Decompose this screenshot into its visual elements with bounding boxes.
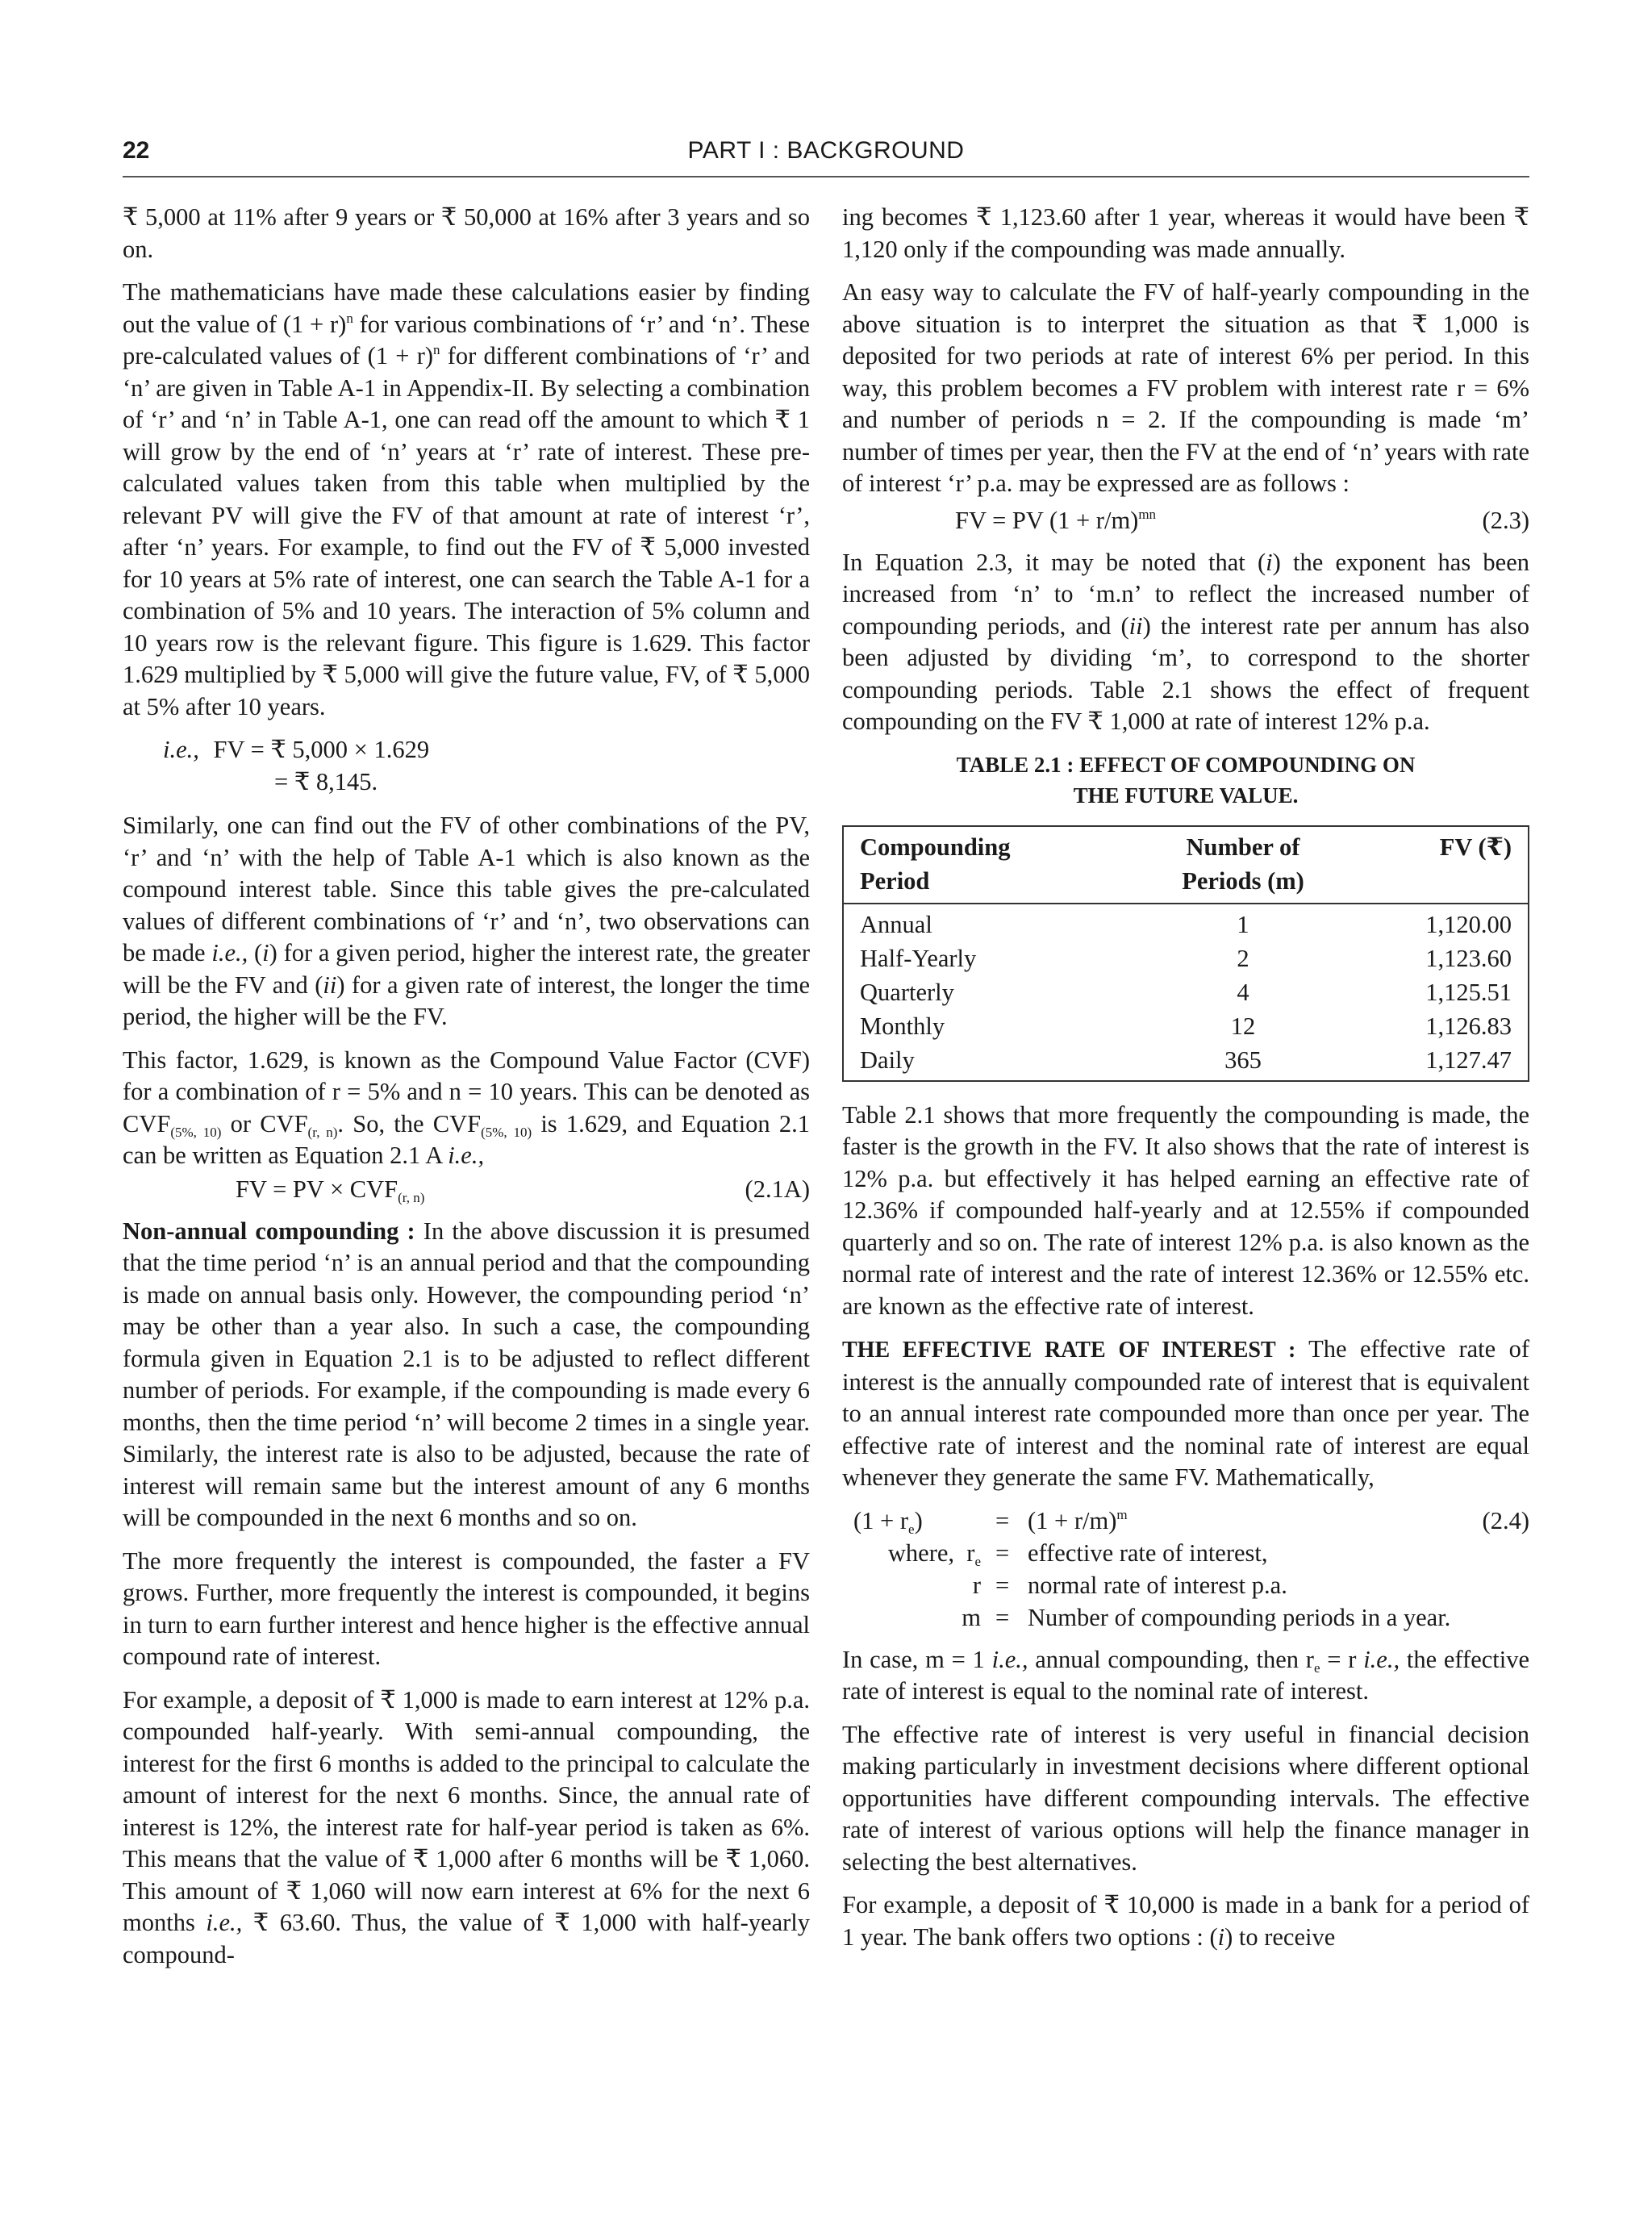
paragraph: Non-annual compounding : In the above discussion it is presumed that the time period ‘n’ is an annual period and that the compounding is made on annual basis only. However, the compounding period ‘n’ may be other than a year also. In such a case, the compounding formula given in Equation 2.1 is to be adjusted to reflect different number of periods. For example, if the compounding is made every 6 months, then the time period ‘n’ will become 2 times in a single year. Similarly, the interest rate is also to be adjusted, because the rate of interest will remain same but the interest amount of any 6 months will be compounded in the next 6 months and so on. xyxy=(123,1217,810,1531)
paragraph: The mathematicians have made these calculations easier by finding out the value of $(1 + r)^n$ for various combinations of ‘r’ and ‘n’. These pre-calculated values of $(1 + r)^n$ for different combinations of ‘r’ and ‘n’ are given in Table A-1 in Appendix-II. By selecting a combination of ‘r’ and ‘n’ in Table A-1, one can read off the amount to which ₹ 1 will grow by the end of ‘n’ years at ‘r’ rate of interest. These pre-calculated values taken from this table when multiplied by the relevant PV will give the FV of that amount at rate of interest ‘r’, after ‘n’ years. For example, to find out the FV of ₹ 5,000 invested for 10 years at 5% rate of interest, one can search the Table A-1 for a combination of 5% and 10 years. The interaction of 5% column and 10 years row is the relevant figure. This figure is 1.629. This factor 1.629 multiplied by ₹ 5,000 will give the future value, FV, of ₹ 5,000 at 5% after 10 years. xyxy=(123,278,810,720)
column-header: Number of Periods (m) xyxy=(1134,826,1352,904)
right-column xyxy=(842,202,1529,1964)
page-number: 22 xyxy=(123,137,150,164)
table-title: TABLE 2.1 : EFFECT OF COMPOUNDING ON THE FUTURE VALUE. xyxy=(956,752,1416,808)
paragraph: This factor, 1.629, is known as the Compound Value Factor (CVF) for a combination of r = 5% and n = 10 years. This can be denoted as $CVF_{(5\%, 10)}$ or $CVF_{(r, n)}$. So, the $CVF_{(5\%, 10)}$ is 1.629, and Equation 2.1 can be written as Equation 2.1 A i.e., xyxy=(123,1046,810,1169)
compounding-table xyxy=(842,825,1529,1082)
table-row: Annual 1 1,120.00 xyxy=(860,910,1512,938)
equation-2-4: $(1 + r_e)$ = $(1 + r/m)^m$ (2.4) where, $r_e$ = effective rate of interest, r = normal rate of interest p.a. m = Number of compounding periods in a year. xyxy=(853,1506,1529,1631)
paragraph: For example, a deposit of ₹ 10,000 is made in a bank for a period of 1 year. The bank offers two options : (i) to receive xyxy=(842,1891,1529,1951)
paragraph: An easy way to calculate the FV of half-yearly compounding in the above situation is to interpret the situation as that ₹ 1,000 is deposited for two periods at rate of interest 6% per period. In this way, this problem becomes a FV problem with interest rate r = 6% and number of periods n = 2. If the compounding is made ‘m’ number of times per year, then the FV at the end of ‘n’ years with rate of interest ‘r’ p.a. may be expressed are as follows : xyxy=(842,278,1529,497)
example-calculation: i.e., FV = ₹ 5,000 × 1.629 = ₹ 8,145. xyxy=(163,736,430,795)
table-row: Quarterly 4 1,125.51 xyxy=(860,978,1512,1006)
running-title: PART I : BACKGROUND xyxy=(687,137,965,164)
paragraph: THE EFFECTIVE RATE OF INTEREST : The effective rate of interest is the annually compounded rate of interest that is equivalent to an annual interest rate compounded more than once per year. The effective rate of interest and the nominal rate of interest are equal whenever they generate the same FV. Mathematically, xyxy=(842,1335,1529,1491)
paragraph: Similarly, one can find out the FV of other combinations of the PV, ‘r’ and ‘n’ with the help of Table A-1 which is also known as the compound interest table. Since this table gives the pre-calculated values of different combinations of ‘r’ and ‘n’, two observations can be made i.e., (i) for a given period, higher the interest rate, the greater will be the FV and (ii) for a given rate of interest, the longer the time period, the higher will be the FV. xyxy=(123,812,810,1030)
paragraph: In Equation 2.3, it may be noted that (i) the exponent has been increased from ‘n’ to ‘m.n’ to reflect the increased number of compounding periods, and (ii) the interest rate per annum has also been adjusted by dividing ‘m’, to correspond to the shorter compounding periods. Table 2.1 shows the effect of frequent compounding on the FV ₹ 1,000 at rate of interest 12% p.a. xyxy=(842,548,1530,735)
paragraph: The more frequently the interest is compounded, the faster a FV grows. Further, more frequently the interest is compounded, it begins in turn to earn further interest and hence higher is the effective annual compound rate of interest. xyxy=(123,1547,810,1670)
column-header: FV (₹) xyxy=(1352,826,1529,904)
paragraph: Table 2.1 shows that more frequently the compounding is made, the faster is the growth in the FV. It also shows that the rate of interest is 12% p.a. but effectively it has helped earning an effective rate of 12.36% if compounded half-yearly and at 12.55% if compounded quarterly and so on. The rate of interest 12% p.a. is also known as the normal rate of interest and the rate of interest 12.36% or 12.55% etc. are known as the effective rate of interest. xyxy=(842,1100,1529,1320)
paragraph: ing becomes ₹ 1,123.60 after 1 year, whereas it would have been ₹ 1,120 only if the compounding was made annually. xyxy=(842,203,1529,263)
paragraph: For example, a deposit of ₹ 1,000 is made to earn interest at 12% p.a. compounded half-yearly. With semi-annual compounding, the interest for the first 6 months is added to the principal to calculate the amount of interest for the next 6 months. Since, the annual rate of interest is 12%, the interest rate for half-year period is taken as 6%. This means that the value of ₹ 1,000 after 6 months will be ₹ 1,060. This amount of ₹ 1,060 will now earn interest at 6% for the next 6 months i.e., ₹ 63.60. Thus, the value of ₹ 1,000 with half-yearly compound- xyxy=(123,1685,810,1968)
paragraph: In case, m = 1 i.e., annual compounding, then $r_e = r$ i.e., the effective rate of interest is equal to the nominal rate of interest. xyxy=(842,1645,1530,1705)
column-header: Compounding Period xyxy=(843,826,1134,904)
left-column xyxy=(123,202,810,1982)
table-row: Monthly 12 1,126.83 xyxy=(860,1012,1512,1040)
equation-2-1a: FV = PV × $CVF_{(r, n)}$ (2.1A) xyxy=(236,1175,810,1205)
page-header xyxy=(123,136,1529,177)
table-row: Daily 365 1,127.47 xyxy=(860,1046,1512,1074)
paragraph: ₹ 5,000 at 11% after 9 years or ₹ 50,000 at 16% after 3 years and so on. xyxy=(123,203,810,263)
table-header-row xyxy=(843,826,1529,904)
table-row: Half-Yearly 2 1,123.60 xyxy=(860,944,1512,972)
paragraph: The effective rate of interest is very useful in financial decision making particularly in investment decisions where different optional opportunities have different compounding intervals. The effective rate of interest of various options will help the finance manager in selecting the best alternatives. xyxy=(842,1720,1529,1876)
equation-2-3: FV = PV $(1 + r/m)^{mn}$ (2.3) xyxy=(955,506,1529,534)
